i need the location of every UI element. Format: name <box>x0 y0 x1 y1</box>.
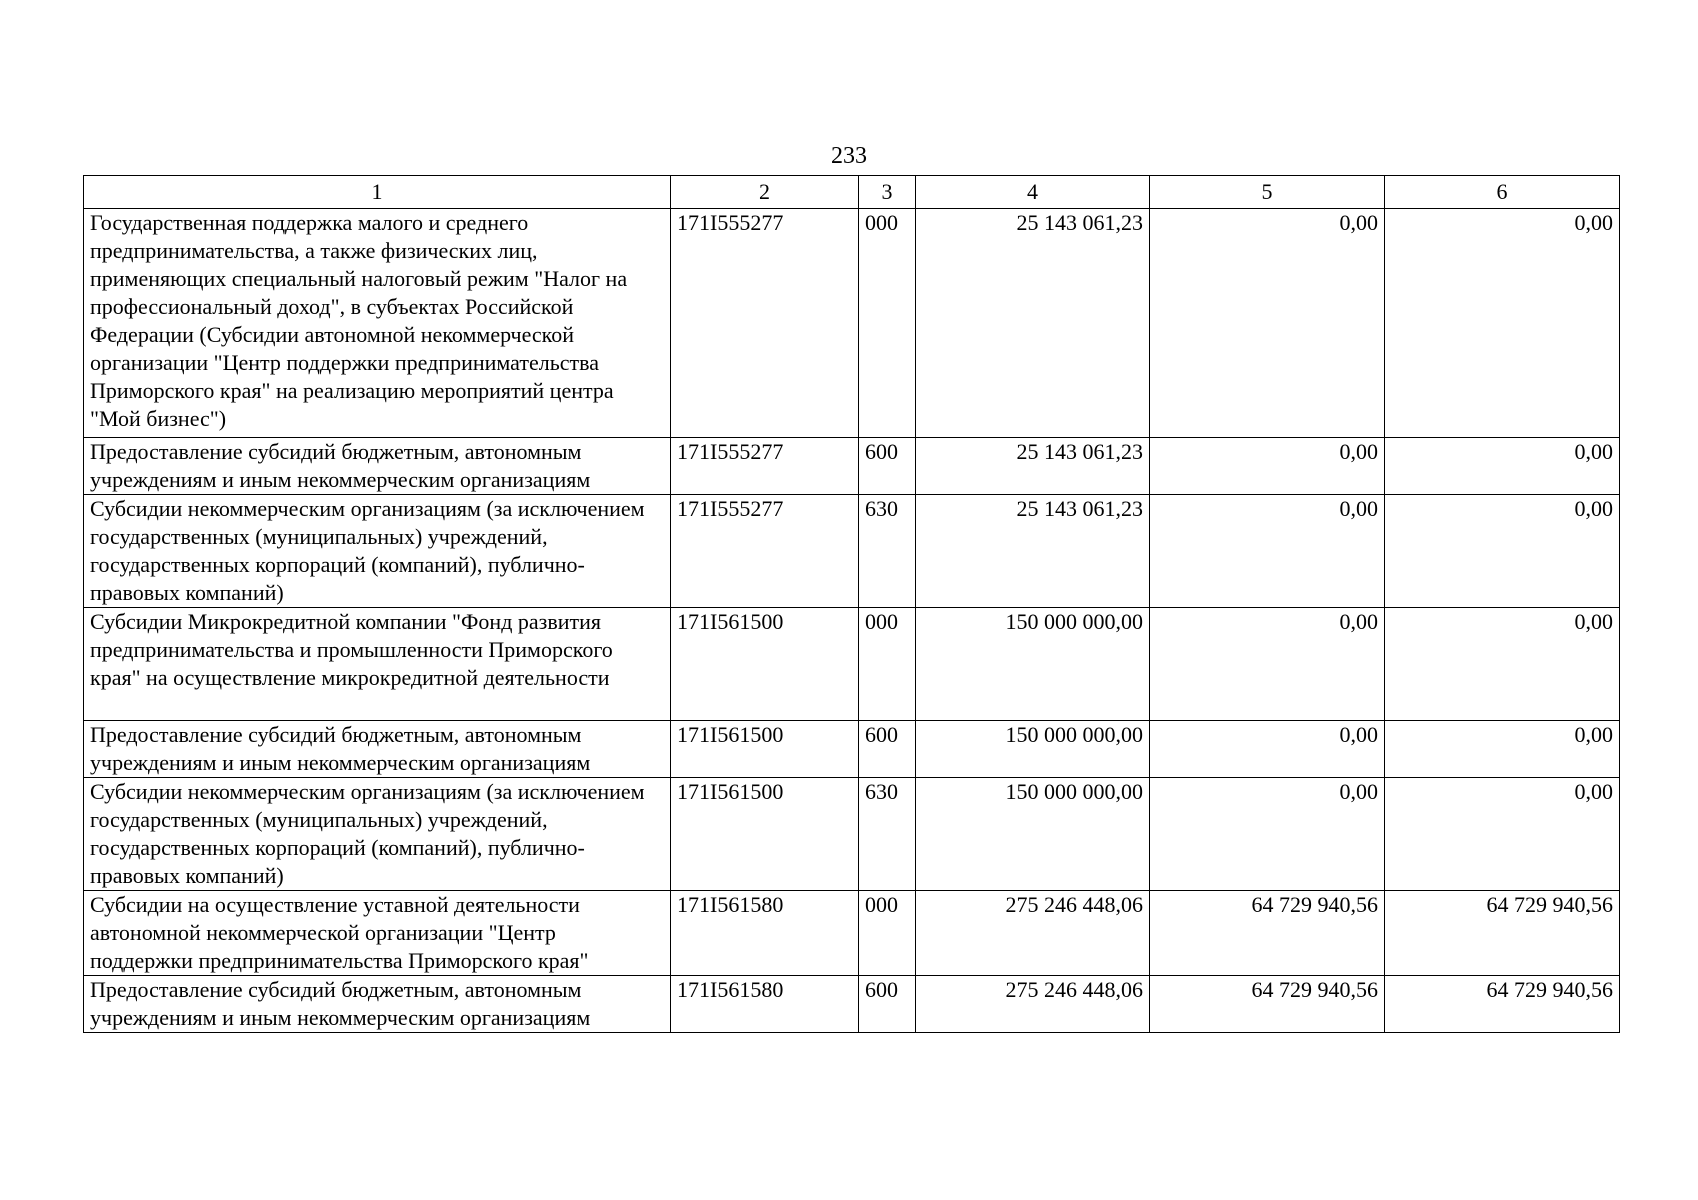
amount-col5-cell: 0,00 <box>1150 209 1385 438</box>
expense-type-code-cell: 600 <box>859 976 916 1033</box>
amount-col5-cell: 0,00 <box>1150 438 1385 495</box>
table-row <box>84 721 1620 778</box>
table-row <box>84 495 1620 608</box>
table-row <box>84 778 1620 891</box>
expense-type-code-cell: 000 <box>859 891 916 976</box>
amount-col6-cell: 0,00 <box>1385 778 1620 891</box>
expense-type-code-cell: 000 <box>859 209 916 438</box>
amount-col4-cell: 25 143 061,23 <box>916 209 1150 438</box>
amount-col5-cell: 0,00 <box>1150 608 1385 721</box>
expense-type-code-cell: 000 <box>859 608 916 721</box>
amount-col4-cell: 150 000 000,00 <box>916 721 1150 778</box>
expense-type-code-cell: 600 <box>859 438 916 495</box>
amount-col6-cell: 0,00 <box>1385 721 1620 778</box>
row-name-cell: Субсидии некоммерческим организациям (за исключением государственных (муниципальных) учреждений, государственных корпораций (компаний), публично-правовых компаний) <box>84 495 671 608</box>
amount-col4-cell: 150 000 000,00 <box>916 608 1150 721</box>
expense-type-code-cell: 630 <box>859 778 916 891</box>
row-name-cell: Субсидии на осуществление уставной деятельности автономной некоммерческой организации "Центр поддержки предпринимательства Приморского края" <box>84 891 671 976</box>
target-article-code-cell: 171I561500 <box>671 721 859 778</box>
table-body <box>84 176 1620 1033</box>
column-header-1: 1 <box>84 176 671 209</box>
row-name-cell: Субсидии Микрокредитной компании "Фонд развития предпринимательства и промышленности Приморского края" на осуществление микрокредитной деятельности <box>84 608 671 721</box>
amount-col6-cell: 0,00 <box>1385 209 1620 438</box>
amount-col4-cell: 150 000 000,00 <box>916 778 1150 891</box>
budget-table <box>83 175 1620 1033</box>
amount-col6-cell: 64 729 940,56 <box>1385 976 1620 1033</box>
amount-col6-cell: 64 729 940,56 <box>1385 891 1620 976</box>
amount-col4-cell: 275 246 448,06 <box>916 976 1150 1033</box>
amount-col6-cell: 0,00 <box>1385 438 1620 495</box>
column-header-4: 4 <box>916 176 1150 209</box>
expense-type-code-cell: 630 <box>859 495 916 608</box>
amount-col5-cell: 64 729 940,56 <box>1150 976 1385 1033</box>
target-article-code-cell: 171I555277 <box>671 209 859 438</box>
target-article-code-cell: 171I561580 <box>671 891 859 976</box>
amount-col4-cell: 25 143 061,23 <box>916 495 1150 608</box>
table-row <box>84 438 1620 495</box>
amount-col5-cell: 0,00 <box>1150 778 1385 891</box>
target-article-code-cell: 171I555277 <box>671 438 859 495</box>
row-name-cell: Предоставление субсидий бюджетным, автономным учреждениям и иным некоммерческим организациям <box>84 721 671 778</box>
table-row <box>84 608 1620 721</box>
amount-col6-cell: 0,00 <box>1385 495 1620 608</box>
column-header-2: 2 <box>671 176 859 209</box>
page-number: 233 <box>831 143 867 169</box>
row-name-cell: Предоставление субсидий бюджетным, автономным учреждениям и иным некоммерческим организациям <box>84 438 671 495</box>
target-article-code-cell: 171I561500 <box>671 608 859 721</box>
column-number-header-row <box>84 176 1620 209</box>
table-row <box>84 891 1620 976</box>
amount-col5-cell: 64 729 940,56 <box>1150 891 1385 976</box>
table-row <box>84 209 1620 438</box>
target-article-code-cell: 171I555277 <box>671 495 859 608</box>
table-row <box>84 976 1620 1033</box>
row-name-cell: Государственная поддержка малого и среднего предпринимательства, а также физических лиц, применяющих специальный налоговый режим "Налог на профессиональный доход", в субъектах Российской Федерации (Субсидии автономной некоммерческой организации "Центр поддержки предпринимательства Приморского края" на реализацию мероприятий центра "Мой бизнес") <box>84 209 671 438</box>
row-name-cell: Предоставление субсидий бюджетным, автономным учреждениям и иным некоммерческим организациям <box>84 976 671 1033</box>
amount-col4-cell: 275 246 448,06 <box>916 891 1150 976</box>
target-article-code-cell: 171I561500 <box>671 778 859 891</box>
column-header-6: 6 <box>1385 176 1620 209</box>
amount-col5-cell: 0,00 <box>1150 495 1385 608</box>
amount-col4-cell: 25 143 061,23 <box>916 438 1150 495</box>
column-header-5: 5 <box>1150 176 1385 209</box>
amount-col5-cell: 0,00 <box>1150 721 1385 778</box>
amount-col6-cell: 0,00 <box>1385 608 1620 721</box>
column-header-3: 3 <box>859 176 916 209</box>
row-name-cell: Субсидии некоммерческим организациям (за исключением государственных (муниципальных) учреждений, государственных корпораций (компаний), публично-правовых компаний) <box>84 778 671 891</box>
target-article-code-cell: 171I561580 <box>671 976 859 1033</box>
expense-type-code-cell: 600 <box>859 721 916 778</box>
